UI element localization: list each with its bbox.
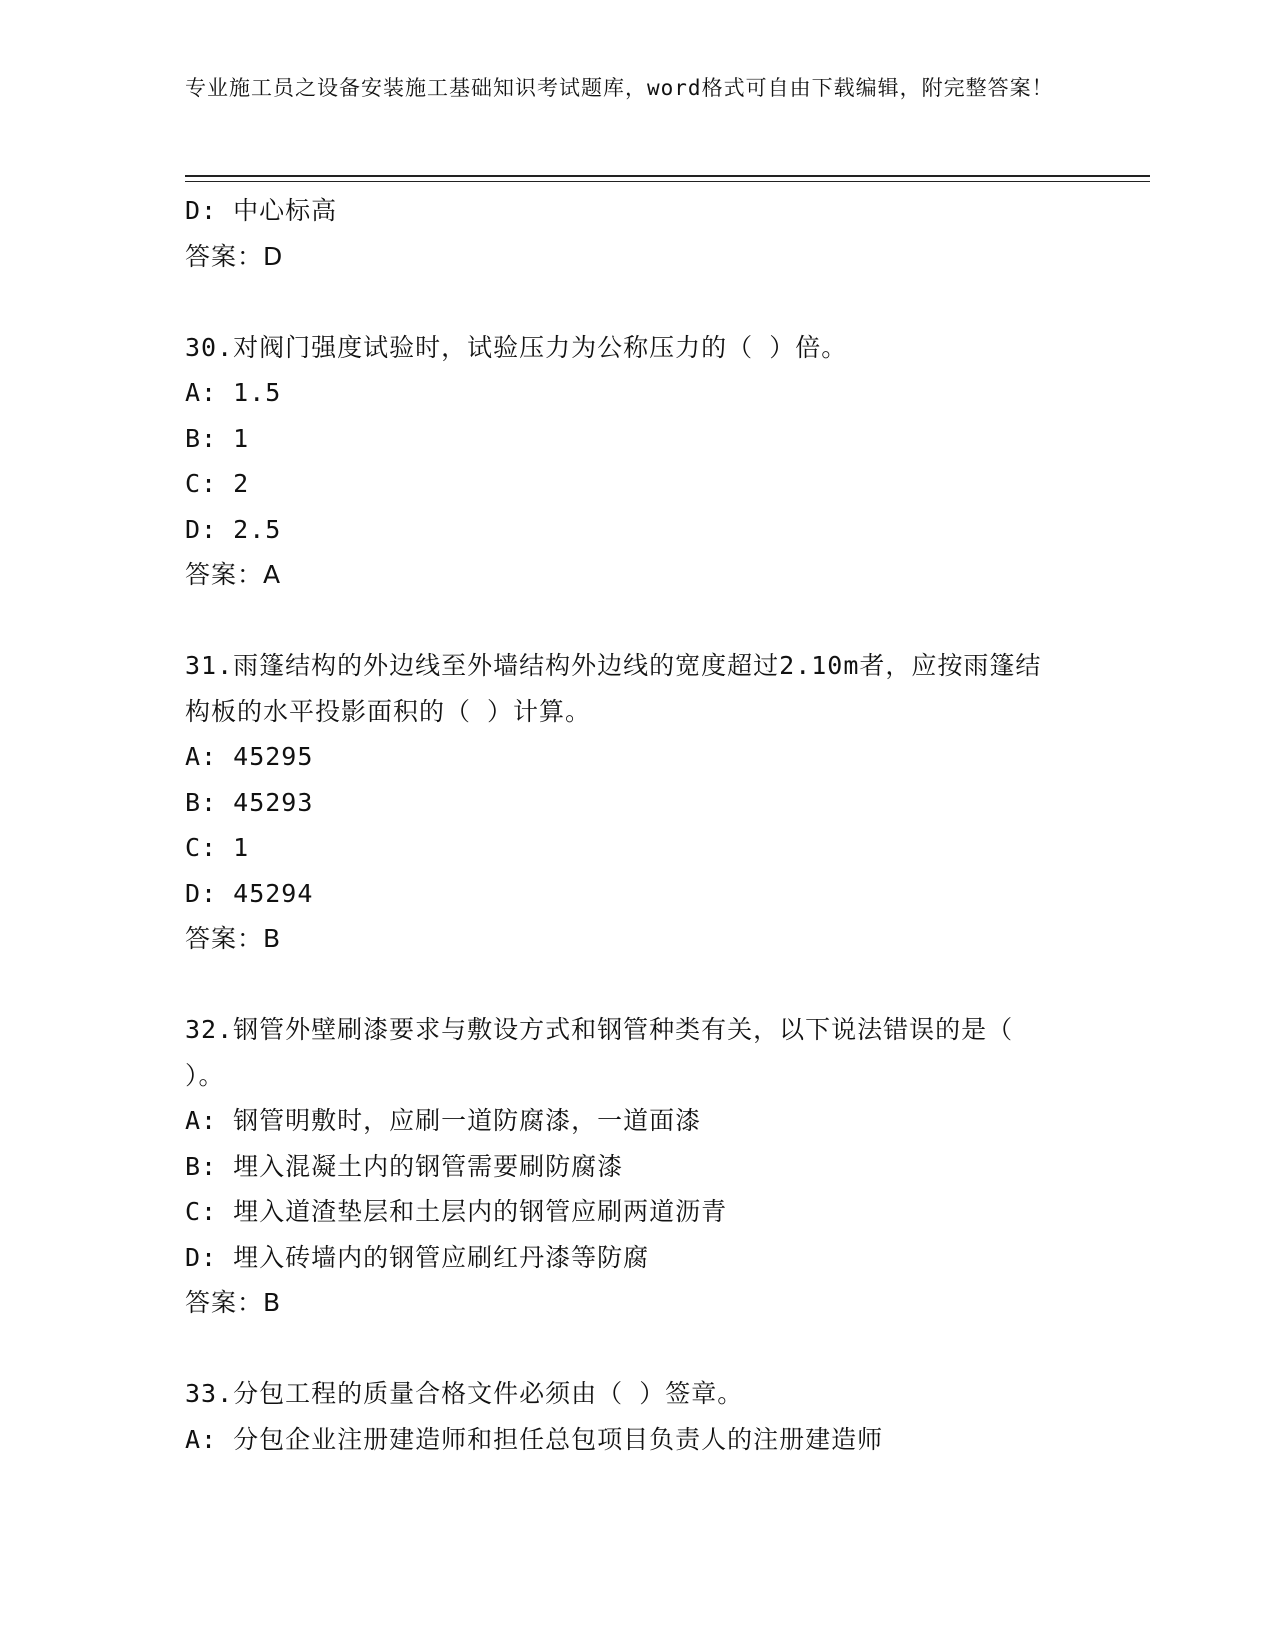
option-d: D: 中心标高 — [185, 196, 338, 225]
question-31-stem: 31.雨篷结构的外边线至外墙结构外边线的宽度超过2.10m者，应按雨篷结构板的水平投影面积的（ ）计算。 — [185, 651, 1042, 726]
option-b: B: 45293 — [185, 787, 314, 817]
question-32-stem: 32.钢管外壁刷漆要求与敷设方式和钢管种类有关，以下说法错误的是（ ）。 — [185, 1015, 1014, 1090]
option-d: D: 45294 — [185, 878, 314, 908]
option-c: C: 1 — [185, 833, 250, 862]
answer-line: 答案：B — [185, 1288, 282, 1317]
option-c: C: 2 — [185, 469, 250, 498]
document-header: 专业施工员之设备安装施工基础知识考试题库，word格式可自由下载编辑，附完整答案！ — [185, 76, 1054, 100]
option-c: C: 埋入道渣垫层和土层内的钢管应刷两道沥青 — [185, 1197, 728, 1226]
option-a: A: 1.5 — [185, 378, 282, 407]
question-30-stem: 30.对阀门强度试验时，试验压力为公称压力的（ ）倍。 — [185, 332, 848, 362]
option-a: A: 45295 — [185, 742, 314, 771]
header-divider-thin — [185, 181, 1150, 182]
option-a: A: 钢管明敷时，应刷一道防腐漆，一道面漆 — [185, 1106, 702, 1135]
option-d: D: 2.5 — [185, 514, 282, 544]
question-list — [185, 188, 1085, 1462]
option-b: B: 埋入混凝土内的钢管需要刷防腐漆 — [185, 1151, 624, 1181]
option-a: A: 分包企业注册建造师和担任总包项目负责人的注册建造师 — [185, 1424, 884, 1454]
answer-line: 答案：B — [185, 924, 282, 953]
header-divider — [185, 175, 1150, 177]
option-d: D: 埋入砖墙内的钢管应刷红丹漆等防腐 — [185, 1242, 650, 1272]
answer-line: 答案：D — [185, 241, 284, 271]
answer-line: 答案：A — [185, 560, 282, 589]
question-33-stem: 33.分包工程的质量合格文件必须由（ ）签章。 — [185, 1379, 744, 1408]
option-b: B: 1 — [185, 423, 250, 453]
